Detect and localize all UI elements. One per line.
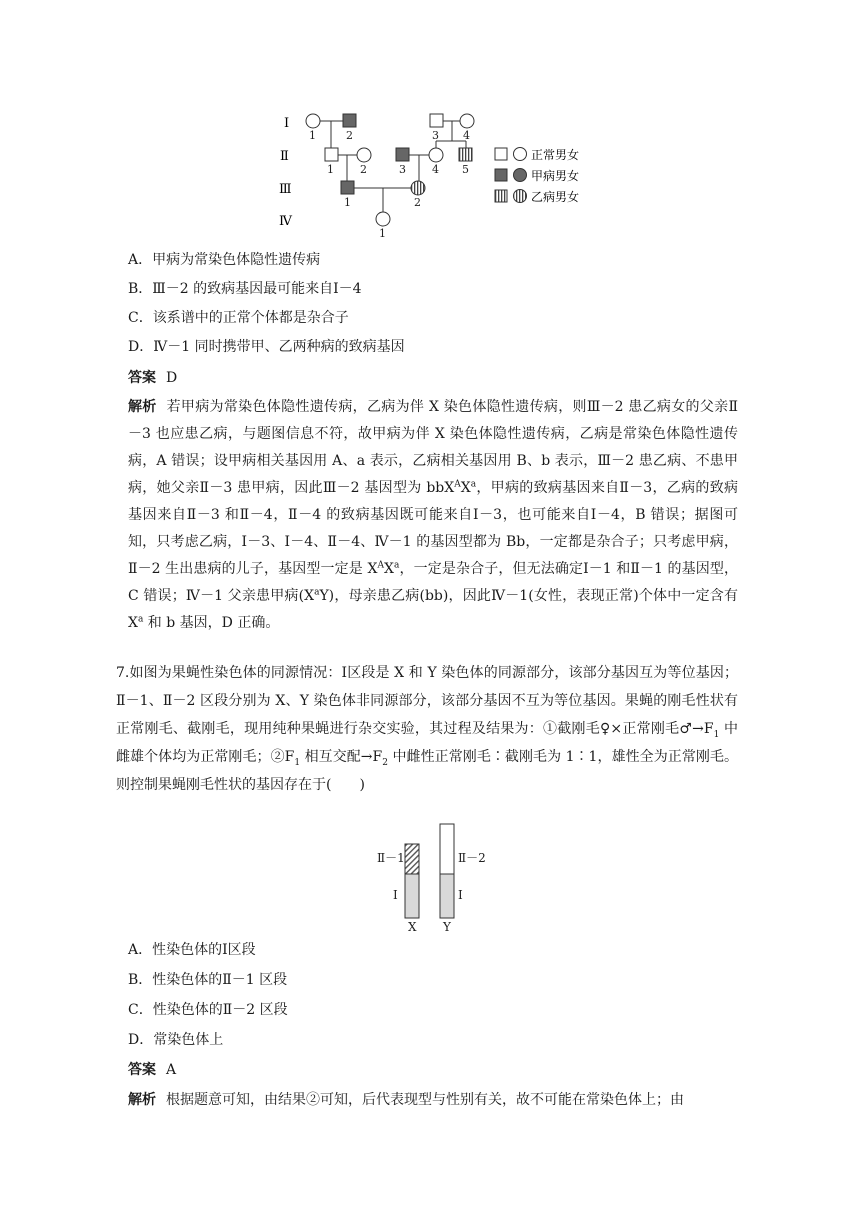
q7-stem-text-2: 中雌雄个体均为正常刚毛；②F <box>116 721 738 765</box>
q6-analysis <box>128 394 738 637</box>
legend-normal-female-icon <box>514 148 527 161</box>
x-region-1-label: Ⅰ <box>393 888 398 902</box>
num-I-3: 3 <box>432 129 439 142</box>
q7-answer-value: A <box>166 1062 177 1078</box>
pedigree-IV-1-normal-female <box>376 212 390 226</box>
q6-analysis-text-5: ，一定是杂合子，但无法确定Ⅰ－1 和Ⅱ－1 的基因型，C 错误；Ⅳ－1 父亲患甲病(X <box>128 561 739 604</box>
gen-label-1: Ⅰ <box>284 116 290 131</box>
pedigree-I-3-normal-male <box>430 114 443 127</box>
legend-normal-male-icon <box>495 148 507 160</box>
num-II-5: 5 <box>462 163 469 176</box>
pedigree-II-2-normal-female <box>357 148 371 162</box>
pedigree-II-4-normal-female <box>429 148 443 162</box>
q7-analysis-label: 解析 <box>128 1092 156 1108</box>
legend-normal-label: 正常男女 <box>531 148 580 162</box>
pedigree-I-4-normal-female <box>460 114 474 128</box>
q7-stem-sub-2: 1 <box>294 757 301 768</box>
num-I-1: 1 <box>309 129 316 142</box>
num-II-2: 2 <box>360 163 367 176</box>
pedigree-chart <box>270 105 600 245</box>
x-chromosome-label: X <box>408 920 417 934</box>
num-IV-1: 1 <box>379 227 386 240</box>
q7-stem-text-1: 7.如图为果蝇性染色体的同源情况：Ⅰ区段是 X 和 Y 染色体的同源部分，该部分基因互为等位基因；Ⅱ－1、Ⅱ－2 区段分别为 X、Y 染色体非同源部分，该部分基因不互为等位基因。果蝇的刚毛性状有正常刚毛、截刚毛，现用纯种果蝇进行杂交实验，其过程及结果为：①截刚毛♀×正常刚毛♂→F <box>116 665 738 737</box>
q6-analysis-text-2: X <box>460 480 471 496</box>
q7-option-c: C．性染色体的Ⅱ－2 区段 <box>128 1002 288 1018</box>
num-III-2: 2 <box>414 196 421 209</box>
y-region-1 <box>440 874 454 918</box>
num-II-3: 3 <box>399 163 406 176</box>
q6-analysis-text-7: 和 b 基因，D 正确。 <box>143 615 280 631</box>
legend-disease-a-label: 甲病男女 <box>531 169 580 183</box>
q7-stem-sub-3: 2 <box>382 757 388 768</box>
num-I-2: 2 <box>346 129 353 142</box>
legend-disease-a-male-icon <box>495 169 507 181</box>
q7-option-b: B．性染色体的Ⅱ－1 区段 <box>128 972 288 988</box>
chromosome-diagram <box>370 818 500 936</box>
y-region-2-2 <box>440 824 454 874</box>
gen-label-3: Ⅲ <box>279 182 292 197</box>
num-II-1: 1 <box>327 163 334 176</box>
num-II-4: 4 <box>432 163 439 176</box>
q6-analysis-sup-2: a <box>470 479 477 490</box>
legend-disease-b-male-icon <box>495 190 507 202</box>
q7-analysis-text: 根据题意可知，由结果②可知，后代表现型与性别有关，故不可能在常染色体上；由 <box>166 1092 684 1108</box>
num-I-4: 4 <box>463 129 470 142</box>
q6-analysis-text-3: ，甲病的致病基因来自Ⅱ－3，乙病的致病基因来自Ⅱ－3 和Ⅱ－4，Ⅱ－4 的致病基因既可能来自Ⅰ－3，也可能来自Ⅰ－4，B 错误；据图可知，只考虑乙病，Ⅰ－3、Ⅰ－4、Ⅱ－4、Ⅳ－1 的基因型都为 Bb，一定都是杂合子；只考虑甲病，Ⅱ－2 生出患病的儿子，基因型一定是 X <box>128 480 739 577</box>
q6-answer <box>128 368 177 388</box>
q6-answer-label: 答案 <box>128 370 156 386</box>
pedigree-II-1-normal-male <box>325 148 338 161</box>
pedigree-I-1-normal-female <box>306 114 320 128</box>
gen-label-2: Ⅱ <box>280 149 289 164</box>
pedigree-III-2-affected-female-b <box>411 181 425 195</box>
pedigree-II-5-affected-male-b <box>459 148 472 161</box>
q6-option-b: B．Ⅲ－2 的致病基因最可能来自Ⅰ－4 <box>128 281 362 297</box>
q7-answer <box>128 1060 176 1080</box>
q7-analysis <box>128 1090 684 1110</box>
q6-analysis-text-6: Y)，母亲患乙病(bb)，因此Ⅳ－1(女性，表现正常)个体中一定含有 X <box>128 588 739 631</box>
legend-disease-b-label: 乙病男女 <box>531 190 580 204</box>
q7-stem-sub-1: 1 <box>713 729 720 740</box>
y-region-1-label: Ⅰ <box>458 888 463 902</box>
q6-analysis-sup-1: A <box>454 479 461 490</box>
y-region-2-label: Ⅱ－2 <box>458 851 486 865</box>
pedigree-I-2-affected-male-a <box>343 114 356 127</box>
q6-answer-value: D <box>166 370 178 386</box>
q6-option-a: A．甲病为常染色体隐性遗传病 <box>128 252 321 268</box>
q7-stem-text-3: 相互交配→F <box>300 749 383 765</box>
gen-label-4: Ⅳ <box>279 214 292 229</box>
q7-answer-label: 答案 <box>128 1062 156 1078</box>
q7-stem <box>116 659 738 799</box>
q6-analysis-text-1: 若甲病为常染色体隐性遗传病，乙病为伴 X 染色体隐性遗传病，则Ⅲ－2 患乙病女的父亲Ⅱ－3 也应患乙病，与题图信息不符，故甲病为伴 X 染色体隐性遗传病，乙病是常染色体隐性遗传病，A 错误；设甲病相关基因用 A、a 表示，乙病相关基因用 B、b 表示，Ⅲ－2 患乙病、不患甲病，她父亲Ⅱ－3 患甲病，因此Ⅲ－2 基因型为 bbX <box>128 399 738 496</box>
x-region-2-label: Ⅱ－1 <box>377 851 405 865</box>
pedigree-II-3-affected-male-a <box>396 148 409 161</box>
y-chromosome-label: Y <box>443 920 451 934</box>
q6-analysis-label: 解析 <box>128 399 157 415</box>
x-region-2-1 <box>405 844 419 874</box>
q7-option-d: D．常染色体上 <box>128 1032 224 1048</box>
q6-analysis-sup-4: a <box>393 560 400 571</box>
q6-option-c: C．该系谱中的正常个体都是杂合子 <box>128 310 349 326</box>
legend-disease-a-female-icon <box>514 169 527 182</box>
q6-analysis-sup-3: A <box>377 560 384 571</box>
q6-analysis-text-4: X <box>383 561 394 577</box>
q7-stem-text-4: 中雌性正常刚毛∶截刚毛为 1∶1，雄性全为正常刚毛。则控制果蝇刚毛性状的基因存在于( ) <box>116 749 738 793</box>
num-III-1: 1 <box>344 196 351 209</box>
pedigree-III-1-affected-male-a <box>341 181 354 194</box>
x-region-1 <box>405 874 419 918</box>
q6-option-d: D．Ⅳ－1 同时携带甲、乙两种病的致病基因 <box>128 339 405 355</box>
q7-option-a: A．性染色体的Ⅰ区段 <box>128 942 256 958</box>
q6-analysis-sup-6: a <box>137 614 144 625</box>
q6-analysis-sup-5: a <box>314 587 320 598</box>
legend-disease-b-female-icon <box>514 190 527 203</box>
